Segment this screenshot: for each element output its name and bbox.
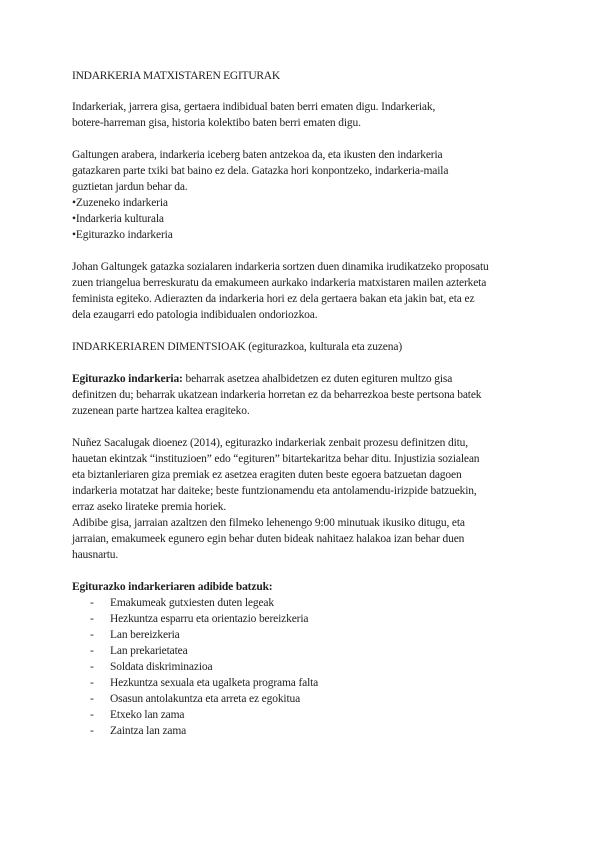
- example-item: [72, 627, 542, 643]
- paragraph-line: Galtungen arabera, indarkeria iceberg baten antzekoa da, eta ikusten den indarkeria: [72, 149, 443, 161]
- violence-type-item: •Zuzeneko indarkeria: [72, 197, 168, 209]
- violence-type-item: •Egiturazko indarkeria: [72, 229, 173, 241]
- paragraph-line: erraz aseko lirateke premia horiek.: [72, 501, 227, 513]
- paragraph-line: Indarkeriak, jarrera gisa, gertaera indibidual baten berri ematen digu. Indarkeriak,: [72, 101, 436, 113]
- violence-types-list: [72, 195, 542, 243]
- example-text: Hezkuntza esparru eta orientazio bereizkeria: [110, 613, 309, 625]
- dimensions-subtitle: (egiturazkoa, kulturala eta zuzena): [245, 341, 402, 353]
- paragraph-line: Adibibe gisa, jarraian azaltzen den filmeko lehenengo 9:00 minutuak ikusiko ditugu, eta: [72, 517, 465, 529]
- paragraph-line: hauetan ekintzak “instituzioen” edo “egituren” bitartekaritza behar ditu. Injustizia sozialean: [72, 453, 480, 465]
- dash-marker: -: [90, 693, 94, 705]
- johan-galtung-paragraph: [72, 259, 542, 323]
- dash-marker: -: [90, 597, 94, 609]
- dash-marker: -: [90, 613, 94, 625]
- document-title: INDARKERIA MATXISTAREN EGITURAK: [72, 70, 280, 82]
- examples-heading: Egiturazko indarkeriaren adibide batzuk:: [72, 581, 273, 593]
- example-text: Osasun antolakuntza eta arreta ez egokitua: [110, 693, 301, 705]
- example-item: [72, 675, 542, 691]
- paragraph-line: [72, 371, 542, 387]
- dash-marker: -: [90, 629, 94, 641]
- dash-marker: -: [90, 725, 94, 737]
- example-item: [72, 611, 542, 627]
- paragraph-line: hausnartu.: [72, 549, 119, 561]
- example-text: Emakumeak gutxiesten duten legeak: [110, 597, 274, 609]
- document-page: [72, 68, 542, 739]
- structural-term: Egiturazko indarkeria:: [72, 373, 183, 385]
- paragraph-line: dela ezaugarri edo patologia indibidualen ondoriozkoa.: [72, 309, 318, 321]
- dash-marker: -: [90, 661, 94, 673]
- example-item: [72, 659, 542, 675]
- dash-marker: -: [90, 645, 94, 657]
- intro-paragraph: [72, 99, 542, 131]
- example-text: Lan prekarietatea: [110, 645, 188, 657]
- paragraph-line: definitzen du; beharrak ukatzean indarkeria horretan ez da beharrezkoa beste pertsona batek: [72, 389, 482, 401]
- dash-marker: -: [90, 709, 94, 721]
- example-text: Hezkuntza sexuala eta ugalketa programa falta: [110, 677, 319, 689]
- paragraph-line: eta biztanleriaren giza premiak ez asetzea eragiten duten beste egoera batzuetan dagoen: [72, 469, 462, 481]
- example-text: Etxeko lan zama: [110, 709, 185, 721]
- dash-marker: -: [90, 677, 94, 689]
- paragraph-line: indarkeria motatzat har daiteke; beste funtzionamendu eta antolamendu-irizpide batzuekin,: [72, 485, 477, 497]
- dimensions-heading-text: INDARKERIAREN DIMENTSIOAK: [72, 341, 246, 353]
- example-text: Zaintza lan zama: [110, 725, 187, 737]
- structural-definition-text: beharrak asetzea ahalbidetzen ez duten egituren multzo gisa: [182, 373, 453, 385]
- paragraph-line: feminista egiteko. Adierazten da indarkeria hori ez dela gertaera bakan eta jakin bat, eta ez: [72, 293, 475, 305]
- nunez-paragraph: [72, 435, 542, 563]
- paragraph-line: gatazkaren parte txiki bat baino ez dela. Gatazka hori konpontzeko, indarkeria-maila: [72, 165, 449, 177]
- example-text: Soldata diskriminazioa: [110, 661, 213, 673]
- paragraph-line: guztietan jardun behar da.: [72, 181, 188, 193]
- galtung-paragraph: [72, 147, 542, 243]
- example-item: [72, 723, 542, 739]
- paragraph-line: botere-harreman gisa, historia kolektibo baten berri ematen digu.: [72, 117, 361, 129]
- example-item: [72, 595, 542, 611]
- paragraph-line: jarraian, emakumeek egunero egin behar duten bideak nahitaez halakoa izan behar duen: [72, 533, 465, 545]
- paragraph-line: Nuñez Sacalugak dioenez (2014), egiturazko indarkeriak zenbait prozesu definitzen ditu,: [72, 437, 468, 449]
- paragraph-line: zuzenean parte hartzea kaltea eragiteko.: [72, 405, 250, 417]
- examples-list: [72, 595, 542, 739]
- example-item: [72, 691, 542, 707]
- example-item: [72, 643, 542, 659]
- example-text: Lan bereizkeria: [110, 629, 180, 641]
- dimensions-heading: [72, 339, 542, 355]
- paragraph-line: zuen triangelua berreskuratu da emakumeen aurkako indarkeria matxistaren mailen azterketa: [72, 277, 487, 289]
- structural-definition-paragraph: [72, 371, 542, 419]
- example-item: [72, 707, 542, 723]
- violence-type-item: •Indarkeria kulturala: [72, 213, 164, 225]
- paragraph-line: Johan Galtungek gatazka sozialaren indarkeria sortzen duen dinamika irudikatzeko proposatu: [72, 261, 489, 273]
